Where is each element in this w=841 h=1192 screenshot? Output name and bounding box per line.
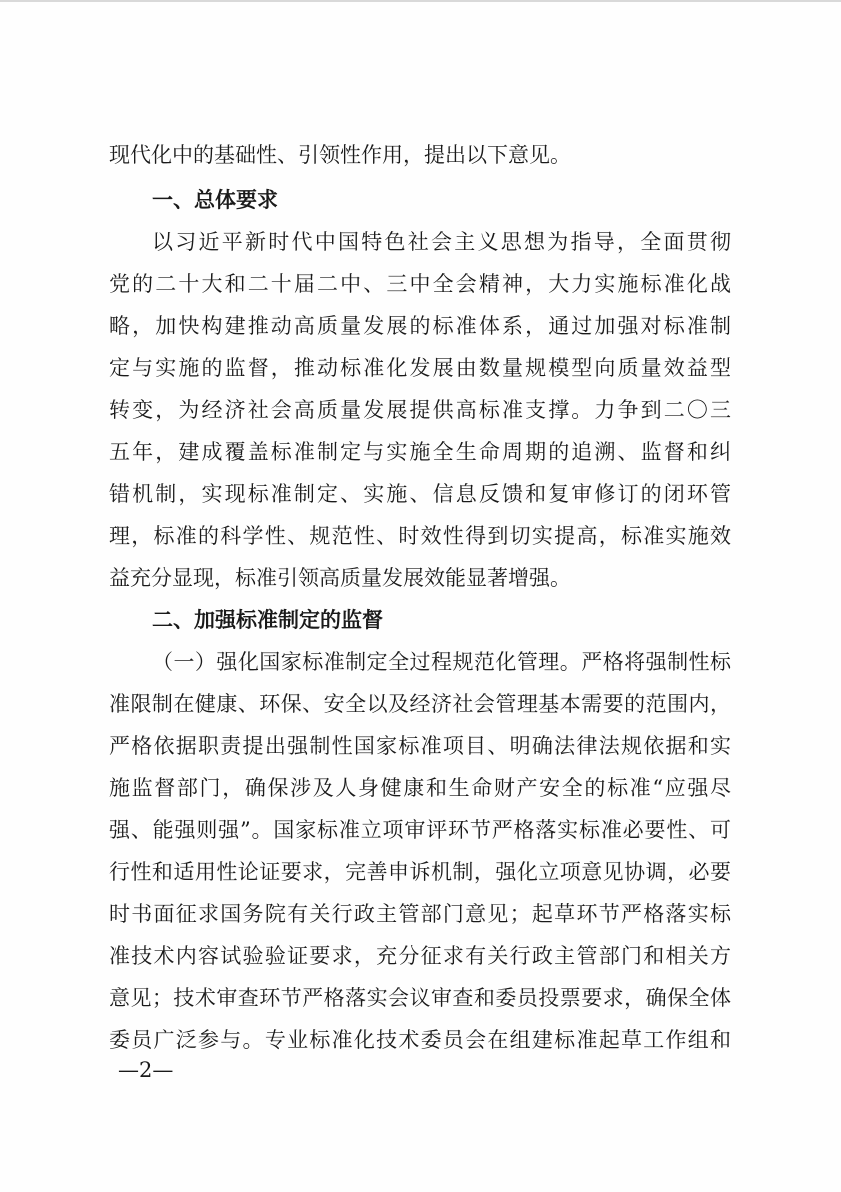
paragraph-line: 准技术内容试验验证要求，充分征求有关行政主管部门和相关方: [109, 944, 731, 968]
paragraph-line: 严格依据职责提出强制性国家标准项目、明确法律法规依据和实: [109, 734, 731, 758]
paragraph-line: 委员广泛参与。专业标准化技术委员会在组建标准起草工作组和: [109, 1028, 731, 1052]
section-heading-general-requirements: 一、总体要求: [152, 188, 278, 212]
paragraph-line: 施监督部门，确保涉及人身健康和生命财产安全的标准“应强尽: [109, 776, 731, 800]
paragraph-line: 略，加快构建推动高质量发展的标准体系，通过加强对标准制: [109, 314, 731, 338]
paragraph-line: 益充分显现，标准引领高质量发展效能显著增强。: [109, 566, 571, 590]
continuation-line: 现代化中的基础性、引领性作用，提出以下意见。: [109, 143, 571, 167]
paragraph-line: 行性和适用性论证要求，完善申诉机制，强化立项意见协调，必要: [109, 860, 731, 884]
paragraph-line: 转变，为经济社会高质量发展提供高标准支撑。力争到二〇三: [109, 398, 731, 422]
paragraph-line: （一）强化国家标准制定全过程规范化管理。严格将强制性标: [152, 650, 731, 674]
paragraph-line: 时书面征求国务院有关行政主管部门意见；起草环节严格落实标: [109, 902, 731, 926]
paragraph-line: 意见；技术审查环节严格落实会议审查和委员投票要求，确保全体: [109, 986, 731, 1010]
paragraph-line: 以习近平新时代中国特色社会主义思想为指导，全面贯彻: [152, 230, 731, 254]
paragraph-line: 党的二十大和二十届二中、三中全会精神，大力实施标准化战: [109, 272, 731, 296]
page-number: —2—: [118, 1058, 174, 1082]
paragraph-line: 强、能强则强”。国家标准立项审评环节严格落实标准必要性、可: [109, 818, 731, 842]
paragraph-line: 定与实施的监督，推动标准化发展由数量规模型向质量效益型: [109, 356, 731, 380]
page-top-edge: [0, 0, 841, 2]
paragraph-line: 五年，建成覆盖标准制定与实施全生命周期的追溯、监督和纠: [109, 440, 731, 464]
section-heading-standard-setting-supervision: 二、加强标准制定的监督: [152, 608, 383, 632]
paragraph-line: 理，标准的科学性、规范性、时效性得到切实提高，标准实施效: [109, 524, 731, 548]
paragraph-line: 准限制在健康、环保、安全以及经济社会管理基本需要的范围内，: [109, 692, 731, 716]
paragraph-line: 错机制，实现标准制定、实施、信息反馈和复审修订的闭环管: [109, 482, 731, 506]
